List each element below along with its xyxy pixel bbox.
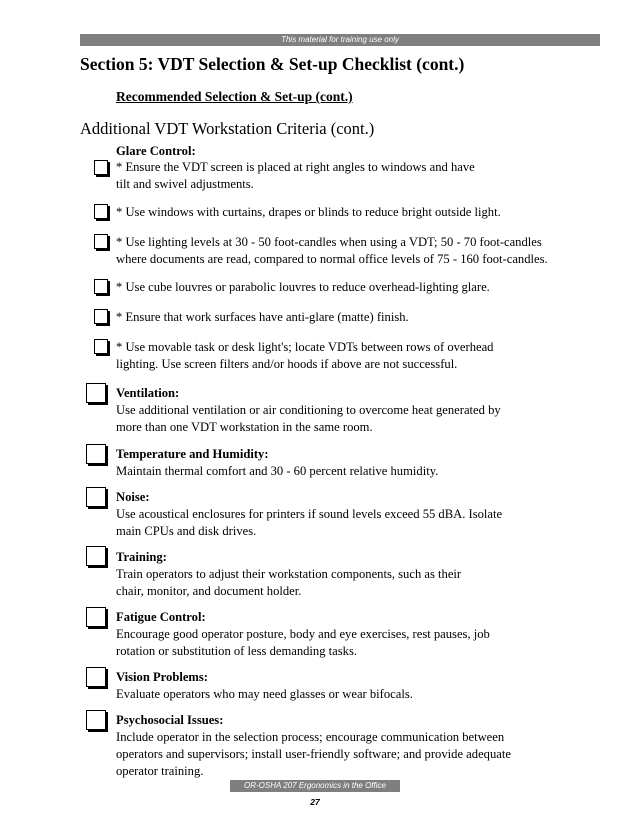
- checkbox-noise[interactable]: [86, 487, 106, 507]
- checkbox-glare-2[interactable]: [94, 204, 108, 219]
- glare-item-3: * Use lighting levels at 30 - 50 foot-candles when using a VDT; 50 - 70 foot-candles where documents are read, compared to normal office levels of 75 - 160 foot-candles.: [116, 235, 548, 266]
- noise-item: Noise: Use acoustical enclosures for printers if sound levels exceed 55 dBA. Isolate main CPUs and disk drives.: [116, 490, 503, 538]
- checkbox-glare-6[interactable]: [94, 339, 108, 354]
- glare-control-label: Glare Control:: [116, 144, 196, 158]
- training-item: Training: Train operators to adjust their workstation components, such as their chair, monitor, and document holder.: [116, 550, 462, 598]
- temperature-humidity-item: Temperature and Humidity: Maintain thermal comfort and 30 - 60 percent relative humidity.: [116, 447, 439, 478]
- psychosocial-issues-item: Psychosocial Issues: Include operator in the selection process; encourage communication between operators and supervisors; install user-friendly software; and provide adequate operator training.: [116, 713, 511, 778]
- checkbox-temperature-humidity[interactable]: [86, 444, 106, 464]
- checkbox-ventilation[interactable]: [86, 383, 106, 403]
- glare-item-4: * Use cube louvres or parabolic louvres to reduce overhead-lighting glare.: [116, 280, 490, 294]
- footer-banner: OR-OSHA 207 Ergonomics in the Office: [230, 780, 400, 792]
- checkbox-vision-problems[interactable]: [86, 667, 106, 687]
- checkbox-glare-3[interactable]: [94, 234, 108, 249]
- glare-item-1: * Ensure the VDT screen is placed at right angles to windows and have tilt and swivel adjustments.: [116, 160, 475, 191]
- training-banner: This material for training use only: [80, 34, 600, 46]
- glare-item-5: * Ensure that work surfaces have anti-glare (matte) finish.: [116, 310, 409, 324]
- checkbox-training[interactable]: [86, 546, 106, 566]
- fatigue-control-item: Fatigue Control: Encourage good operator posture, body and eye exercises, rest pauses, job rotation or substitution of less demanding tasks.: [116, 610, 490, 658]
- section-title: Section 5: VDT Selection & Set-up Checklist (cont.): [80, 54, 465, 74]
- criteria-heading: Additional VDT Workstation Criteria (cont.): [80, 119, 375, 138]
- glare-item-2: * Use windows with curtains, drapes or blinds to reduce bright outside light.: [116, 205, 501, 219]
- ventilation-item: Ventilation: Use additional ventilation or air conditioning to overcome heat generated by more than one VDT workstation in the same room.: [116, 386, 501, 434]
- checkbox-fatigue-control[interactable]: [86, 607, 106, 627]
- checkbox-psychosocial-issues[interactable]: [86, 710, 106, 730]
- checkbox-glare-1[interactable]: [94, 160, 108, 175]
- vision-problems-item: Vision Problems: Evaluate operators who may need glasses or wear bifocals.: [116, 670, 413, 701]
- checkbox-glare-4[interactable]: [94, 279, 108, 294]
- page-number: 27: [310, 797, 320, 807]
- checkbox-glare-5[interactable]: [94, 309, 108, 324]
- section-subtitle: Recommended Selection & Set-up (cont.): [116, 89, 353, 104]
- glare-item-6: * Use movable task or desk light's; locate VDTs between rows of overhead lighting. Use screen filters and/or hoods if above are not successful.: [116, 340, 494, 371]
